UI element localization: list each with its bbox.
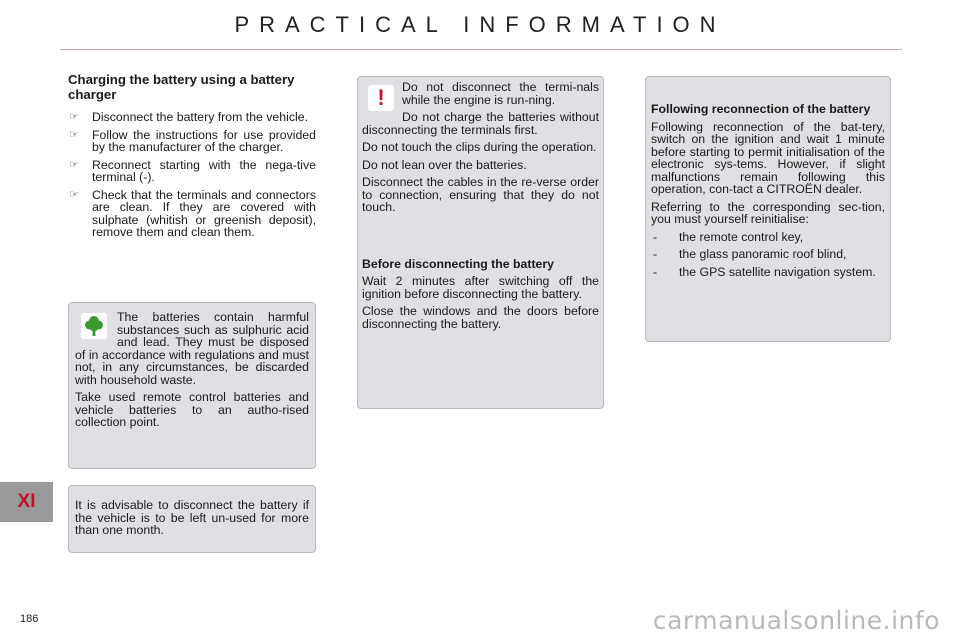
charging-steps	[68, 111, 316, 239]
warning-text: Do not lean over the batteries.	[362, 157, 527, 172]
page-number: 186	[20, 613, 39, 625]
pointing-hand-icon: ☞	[69, 158, 79, 171]
warning-box	[357, 76, 604, 409]
reconnection-text: Following reconnection of the bat-tery, switch on the ignition and wait 1 minute before starting to permit initialisation of the electronic sys-tems. However, if slight malfunctions remain following this operation, con-tact a CITROËN dealer.	[651, 119, 885, 196]
reconnection-text: Referring to the corresponding sec-tion, you must yourself reinitialise:	[651, 199, 885, 226]
list-item: ☞ Reconnect starting with the nega-tive terminal (-).	[69, 157, 316, 184]
header-divider	[60, 49, 902, 50]
watermark: carmanualsonline.info	[652, 606, 940, 635]
advice-box	[68, 485, 316, 553]
warning-text: Disconnect the cables in the re-verse order to connection, ensuring that they do not touch.	[362, 175, 599, 214]
list-item: - the GPS satellite navigation system.	[653, 264, 876, 279]
list-item: - the glass panoramic roof blind,	[653, 247, 847, 261]
advice-text: It is advisable to disconnect the battery if the vehicle is to be left un-used for more than one month.	[75, 498, 309, 537]
list-item: - the remote control key,	[653, 229, 804, 244]
list-item: ☞ Check that the terminals and connectors are clean. If they are covered with sulphate (whitish or greenish deposit), remove them and clean them.	[69, 187, 316, 239]
charging-section	[68, 72, 316, 244]
list-item: ☞ Follow the instructions for use provided by the manufacturer of the charger.	[69, 127, 316, 154]
exclamation-icon: !	[368, 85, 394, 111]
reinitialise-list	[651, 231, 885, 279]
pointing-hand-icon: ☞	[69, 128, 79, 141]
section-heading: Charging the battery using a battery charger	[68, 72, 295, 102]
warning-text: Close the windows and the doors before disconnecting the battery.	[362, 304, 599, 331]
environment-text: Take used remote control batteries and vehicle batteries to an autho-rised collection point.	[75, 390, 309, 429]
reconnection-box	[645, 76, 891, 342]
subsection-heading: Before disconnecting the battery	[362, 256, 555, 271]
page-title: PRACTICAL INFORMATION	[234, 12, 726, 37]
pointing-hand-icon: ☞	[69, 111, 79, 123]
environment-text: The batteries contain harmful substances such as sulphuric acid and lead. They must be disposed of in accordance with regulations and must not, in any circumstances, be discarded with household waste.	[75, 310, 309, 387]
warning-text: Do not touch the clips during the operation.	[362, 140, 597, 154]
tree-icon	[81, 313, 107, 339]
subsection-heading: Following reconnection of the battery	[651, 102, 871, 116]
environment-box	[68, 302, 316, 469]
warning-text: Wait 2 minutes after switching off the ignition before disconnecting the battery.	[362, 274, 599, 301]
list-item: ☞ Disconnect the battery from the vehicle.	[69, 110, 308, 124]
warning-text: Do not charge the batteries without disconnecting the terminals first.	[362, 110, 599, 137]
warning-text: Do not disconnect the termi-nals while the engine is run-ning.	[402, 80, 599, 107]
chapter-tab: XI	[0, 482, 53, 522]
pointing-hand-icon: ☞	[69, 188, 79, 201]
